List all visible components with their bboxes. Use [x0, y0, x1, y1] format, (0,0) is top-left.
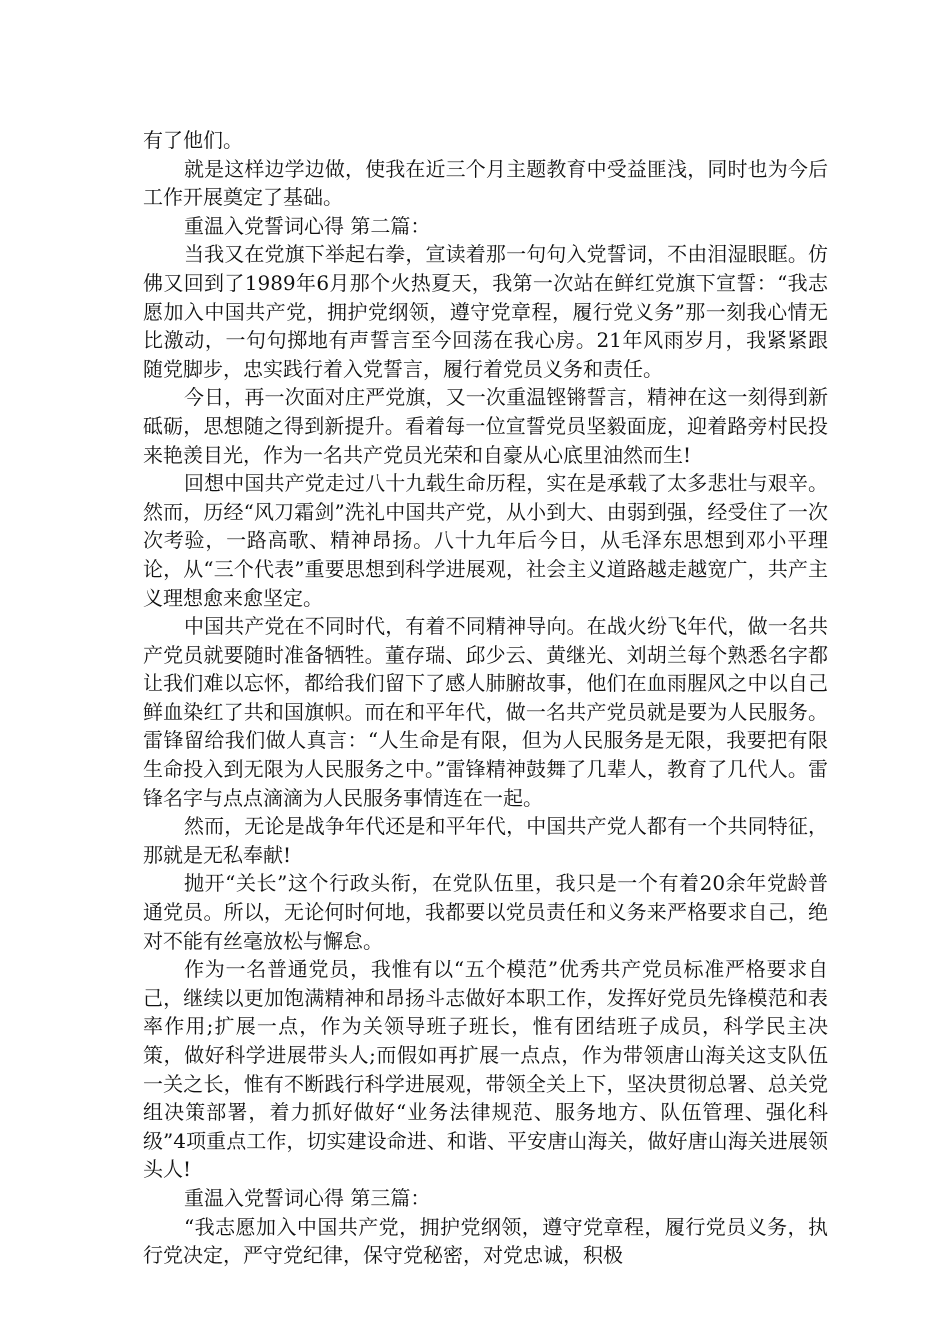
paragraph-4: 当我又在党旗下举起右拳，宣读着那一句句入党誓词，不由泪湿眼眶。仿佛又回到了1989年6月那个火热夏天，我第一次站在鲜红党旗下宣誓：“我志愿加入中国共产党，拥护党纲领，遵守党章程，履行党义务”那一刻我心情无比激动，一句句掷地有声誓言至今回荡在我心房。21年风雨岁月，我紧紧跟随党脚步，忠实践行着入党誓言，履行着党员义务和责任。: [143, 242, 828, 381]
paragraph-8: 然而，无论是战争年代还是和平年代，中国共产党人都有一个共同特征，那就是无私奉献!: [143, 814, 828, 867]
paragraph-7: 中国共产党在不同时代，有着不同精神导向。在战火纷飞年代，做一名共产党员就要随时准备牺牲。董存瑞、邱少云、黄继光、刘胡兰每个熟悉名字都让我们难以忘怀，都给我们留下了感人肺腑故事，他们在血雨腥风之中以自己鲜血染红了共和国旗帜。而在和平年代，做一名共产党员就是要为人民服务。雷锋留给我们做人真言：“人生命是有限，但为人民服务是无限，我要把有限生命投入到无限为人民服务之中。”雷锋精神鼓舞了几辈人，教育了几代人。雷锋名字与点点滴滴为人民服务事情连在一起。: [143, 614, 828, 810]
section-heading-2: 重温入党誓词心得 第二篇：: [184, 213, 431, 238]
paragraph-9: 抛开“关长”这个行政头衔，在党队伍里，我只是一个有着20余年党龄普通党员。所以，无论何时何地，我都要以党员责任和义务来严格要求自己，绝对不能有丝毫放松与懈怠。: [143, 871, 828, 953]
paragraph-10: 作为一名普通党员，我惟有以“五个模范”优秀共产党员标准严格要求自己，继续以更加饱满精神和昂扬斗志做好本职工作，发挥好党员先锋模范和表率作用;扩展一点，作为关领导班子班长，惟有团结班子成员，科学民主决策，做好科学进展带头人;而假如再扩展一点点，作为带领唐山海关这支队伍一关之长，惟有不断践行科学进展观，带领全关上下，坚决贯彻总署、总关党组决策部署，着力抓好做好“业务法律规范、服务地方、队伍管理、强化科级”4项重点工作，切实建设命进、和谐、平安唐山海关，做好唐山海关进展领头人!: [143, 957, 828, 1182]
section-heading-3: 重温入党誓词心得 第三篇：: [184, 1185, 431, 1210]
paragraph-1: 有了他们。: [143, 128, 243, 152]
document-page: [143, 126, 828, 1270]
paragraph-5: 今日，再一次面对庄严党旗，又一次重温铿锵誓言，精神在这一刻得到新砥砺，思想随之得到新提升。看着每一位宣誓党员坚毅面庞，迎着路旁村民投来艳羡目光，作为一名共产党员光荣和自豪从心底里油然而生!: [143, 385, 828, 467]
paragraph-2: 就是这样边学边做，使我在近三个月主题教育中受益匪浅，同时也为今后工作开展奠定了基础。: [143, 156, 828, 210]
paragraph-12: “我志愿加入中国共产党，拥护党纲领，遵守党章程，履行党员义务，执行党决定，严守党纪律，保守党秘密，对党忠诚，积极: [143, 1214, 828, 1268]
paragraph-6: 回想中国共产党走过八十九载生命历程，实在是承载了太多悲壮与艰辛。然而，历经“风刀霜剑”洗礼中国共产党，从小到大、由弱到强，经受住了一次次考验，一路高歌、精神昂扬。八十九年后今日，从毛泽东思想到邓小平理论，从“三个代表”重要思想到科学进展观，社会主义道路越走越宽广，共产主义理想愈来愈坚定。: [143, 471, 828, 610]
